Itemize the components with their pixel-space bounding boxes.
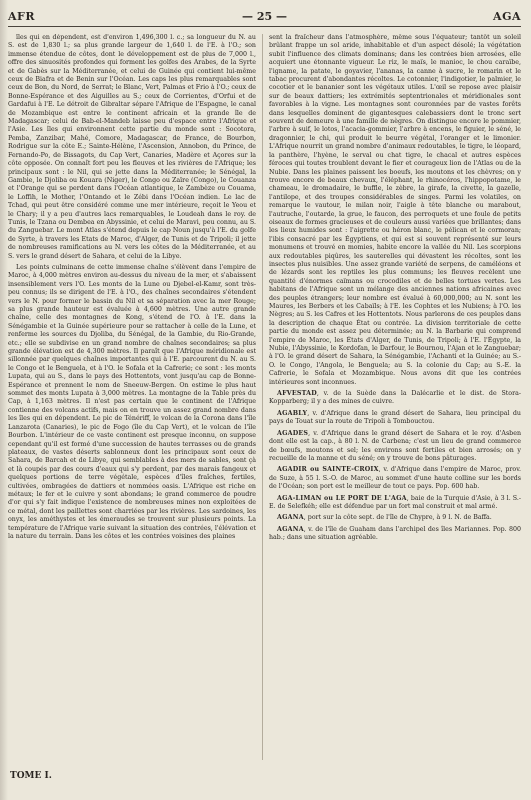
signature-mark: TOME I. [10,771,52,781]
entry-headword: AFVESTAD [277,390,317,398]
entry-headword: AGANA [277,525,304,533]
right-column [269,34,521,760]
dictionary-entry [269,514,521,522]
entry-headword: AGADIR ou SAINTE-CROIX [277,466,379,474]
dictionary-entry [269,390,521,407]
entry-text: , v. de la Suède dans la Dalécarlie et le dist. de Stora-Kopparberg; il y a des mines de cuivre. [269,390,521,406]
entry-headword: AGANA [277,514,304,522]
header-right-guide-word: AGA [493,10,521,23]
entry-text: , v. d'Afrique dans l'empire de Maroc, prov. de Suze, à 55 l. S.-O. de Maroc, au sommet d'une haute colline sur les bords de l'Océan; son port est le meilleur de tout ce pays. Pop. 600 hab. [269,466,521,491]
paragraph: îles qui en dépendent, est d'environ 1,496,300 l. c.; sa longueur du N. au S. est de 1,830 l.; sa plus grande largeur de 1,640 l. de l'E. à l'O.; son immense étendue de côtes, dont le développement est de plus de 7,000 l., offre des sinuosités profondes qui forment les golfes des Arabes, de la Syrte et de Gabès sur la Méditerranée, et celui de Guinée qui contient lui-même ceux de Biafra et de Benin sur l'Océan. Les caps les plus remarquables sont ceux de Bon, du Nord, de Serrat; le Blanc, Vert, Palmas et Frio à l'O.; ceux de Bonne-Espérance et des Aiguilles au S.; ceux de Corrientes, d'Orfui et de Gardafui à l'E. Le détroit de Gibraltar sépare l'Afrique de l'Espagne, le canal de Mozambique est entre le continent africain et la grande île de Madagascar; celui de Bab-el-Mandeb laisse peu d'espace entre l'Afrique et l'Asie. Les îles qui environnent cette partie du monde sont : Socotora, Pemba, Zanzibar, Mahé, Comore, Madagascar, de France, de Bourbon, Rodrigue sur la côte E.; Sainte-Hélène, l'Ascension, Annobon, du Prince, de Fernando-Po, de Bissagots, du Cap Vert, Canaries, Madère et Açores sur la côte opposée. On connaît fort peu les fleuves et les rivières de l'Afrique; les principaux sont : le Nil, qui se jette dans la Méditerranée; le Sénégal, la Gambie, le Djoliba ou Kouara (Niger), le Congo ou Zaïre (Congo), le Couanza et l'Orange qui se perdent dans l'Océan atlantique, le Zambèze ou Couama, le Loffih, le Mother, l'Ontando et le Zébi dans l'Océan indien. Le lac de Tchad, qui peut être considéré comme une mer intérieure, reçoit le Yeou et le Chary; il y a peu d'autres lacs remarquables, le Loudeah dans le roy. de Tunis, le Tzana ou Dembea en Abyssinie, et celui de Maravi, peu connu, au S. du Zanguebar. Le mont Atlas s'étend depuis le cap Noun jusqu'à l'E. du golfe de Syrte, à travers les Etats de Maroc, d'Alger, de Tunis et de Tripoli; il jette de nombreuses ramifications au N. vers les côtes de la Méditerranée, et au S. vers le grand désert de Sahara, et celui de la Libye. [8,34,256,260]
binding-shadow [0,0,8,800]
entry-text: , v. de l'île de Guaham dans l'archipel des îles Mariannes. Pop. 800 hab.; dans une situation agréable. [269,525,521,542]
page-number: — 25 — [242,10,287,23]
paragraph: Les points culminans de cette immense chaîne s'élèvent dans l'empire de Maroc, à 4,000 mètres environ au-dessus du niveau de la mer, et s'abaissent insensiblement vers l'O. Les monts de la Lune ou Djebel-el-Kamr, sont très-peu connus; ils se dirigent de l'E. à l'O., des chaînes secondaires s'étendent vers le N. pour former le bassin du Nil et sa séparation avec la mer Rouge; sa plus grande hauteur est évaluée à 4,600 mètres. Une autre grande chaîne, celle des montagnes de Kong, s'étend de l'O. à l'E. dans la Sénégambie et la Guinée supérieure pour se rattacher à celle de la Lune, et renferme les sources du Djoliba, du Sénégal, de la Gambie, du Rio-Grande, etc.; elle se subdivise en un grand nombre de chaînes secondaires; sa plus grande élévation est de 4,300 mètres. Il paraît que l'Afrique méridionale est sillonnée par quelques chaînes importantes qui à l'E. parcourent du N. au S. le Congo et le Benguela, et à l'O. le Sofala et la Cafrerie; ce sont : les monts Lupata, qui au S., dans le pays des Hottentots, vont jusqu'au cap de Bonne-Espérance et prennent le nom de Sneeuw-Bergen. On estime le plus haut sommet des monts Lupata à 3,000 mètres. La montagne de la Table près du Cap, à 1,163 mètres. Il n'est pas certain que le continent de l'Afrique contienne des volcans actifs, mais on en trouve un assez grand nombre dans les îles qui en dépendent. Le pic de Ténériff, le volcan de la Corona dans l'île Lanzarota (Canaries), le pic de Fogo (île du Cap Vert), et le volcan de l'île Bourbon. L'intérieur de ce vaste continent est presque inconnu, on suppose cependant qu'il est formé d'une succession de hautes terrasses ou de grands plateaux, de vastes déserts sablonneux dont les principaux sont ceux de Sahara, de Barcah et de Libye, qui semblables à des mers de sables, sont çà et là coupés par des cours d'eaux qui s'y perdent, par des marais fangeux et quelques portions de terre végétale, espèces d'îles fraîches, fertiles, cultivées, ombragées de dattiers et nommées oasis. L'Afrique est riche en métaux; le fer et le cuivre y sont abondans; le grand commerce de poudre d'or qui s'y fait indique l'existence de nombreuses mines non exploitées de ce métal, dont les paillettes sont charriées par les rivières. Les sardoines, les onyx, les améthystes et les émeraudes se trouvent sur plusieurs points. La température de l'Afrique varie suivant la situation des contrées, l'élévation et la nature du terrain. Dans les côtes et les contrées voisines des plaines [8,263,256,540]
dictionary-entry [269,526,521,543]
dictionary-entry [269,410,521,427]
header-left-guide-word: AFR [8,10,35,23]
running-header [8,10,521,26]
column-divider [262,34,263,760]
paragraph: sent la fraîcheur dans l'atmosphère, même sous l'équateur; tantôt un soleil brûlant frappe un sol aride, inhabitable et d'un aspect désolé; la végétation subit l'influence des climats dominans; dans les contrées bien arrosées, elle acquiert une étonnante vigueur. Le riz, le maïs, le manioc, le chou caraïbe, l'igname, la patate, le goyavier, l'ananas, la canne à sucre, le romarin et le tabac procurent d'abondantes récoltes. Le cotonnier, l'indigotier, le palmier, le cocotier et le bananier sont les végétaux utiles. L'œil se repose avec plaisir sur de beaux dattiers; les extrémités septentrionales et méridionales sont favorables à la vigne. Les montagnes sont couronnées par de vastes forêts dans lesquelles dominent de gigantesques calebassiers dont le tronc sert souvent de demeure à une famille de nègres. On distingue encore le pommier, l'arbre à suif, le lotos, l'acacia-gommier, l'arbre à encens, le figuier, le séné, le dragonnier, le chi, qui produit le beurre végétal, l'oranger et le limonier. L'Afrique nourrit un grand nombre d'animaux redoutables, le tigre, le léopard, la panthère, l'hyène, le serval ou chat tigre, le chacal et autres espèces féroces qui toutes troublent devant le fier et courageux lion de l'Atlas ou de la Nubie. Dans les plaines paissent les boeufs, les moutons et les chèvres; on y trouve encore de beaux chevaux, l'éléphant, le rhinocéros, l'hippopotame, le chameau, le dromadaire, le buffle, le zèbre, la girafe, la civette, la gazelle, l'antilope, et des troupes considérables de singes. Parmi les volatiles, on remarque le vautour, le milan noir, l'aigle à tête blanche ou marabout, l'autruche, l'outarde, la grue, le faucon, des perroquets et une foule de petits oiseaux de formes gracieuses et de couleurs aussi variées que brillantes; dans les lieux humides sont : l'aigrette ou héron blanc, le pélican et le cormoran; l'ibis consacré par les Égyptiens, et qui est si souvent représenté sur leurs monumens et trouvé en momies, habite encore la vallée du Nil. Les scorpions aux redoutables piqûres, les sauterelles qui dévastent les récoltes, sont les insectes plus nuisibles. Une assez grande variété de serpens, de caméléons et de lézards sont les reptiles les plus communs; les fleuves recèlent une quantité d'énormes caïmans ou crocodiles et de belles tortues vertes. Les habitans de l'Afrique sont un mélange des anciennes nations africaines avec des peuples étrangers; leur nombre est évalué à 60,000,000; au N. sont les Maures, les Berbers et les Cabaïls; à l'E. les Cophtes et les Nubiens; à l'O. les Nègres; au S. les Cafres et les Hottentots. Nous parlerons de ces peuples dans la description de chaque État ou contrée. La division territoriale de cette partie du monde est assez peu déterminée; au N. la Barbarie qui comprend l'empire de Maroc, les États d'Alger, de Tunis, de Tripoli; à l'E. l'Égypte, la Nubie, l'Abyssinie, le Kordofan, le Darfour, le Bournou, l'Ajan et le Zanguebar; à l'O. le grand désert de Sahara, la Sénégambie, l'Achanti et la Guinée; au S.-O. le Congo, l'Angola, le Benguela; au S. la colonie du Cap; au S.-E. la Cafrerie, le Sofala et Mozambique. Nous avons dit que les contrées intérieures sont inconnues. [269,34,521,386]
dictionary-entry [269,495,521,512]
dictionary-entry [269,466,521,491]
entry-text: , v. d'Afrique dans le grand désert de Sahara et le roy. d'Asben dont elle est la cap., à 80 l. N. de Carbena; c'est un lieu de grand commerce de bœufs, moutons et sel; les environs sont fertiles et bien arrosés; on y recueille de la manne et du séné; on y trouve de bons pâturages. [269,429,521,462]
entry-headword: AGADES [277,429,309,437]
entry-text: , port sur la côte sept. de l'île de Chypre, à 9 l. N. de Baffa. [303,514,492,522]
dictionary-entry [269,430,521,464]
entry-text: , baie de la Turquie d'Asie, à 3 l. S.-E. de Selefkéh; elle est défendue par un fort mal construit et mal armé. [269,494,521,510]
entry-text: , v. d'Afrique dans le grand désert de Sahara, lieu principal du pays de Touat sur la route de Tripoli à Tombouctou. [269,409,521,426]
header-rule [8,26,521,27]
entry-headword: AGABLY [277,409,308,417]
entry-headword: AGA-LIMAN ou LE PORT DE L'AGA [277,494,407,502]
left-column [8,34,256,760]
